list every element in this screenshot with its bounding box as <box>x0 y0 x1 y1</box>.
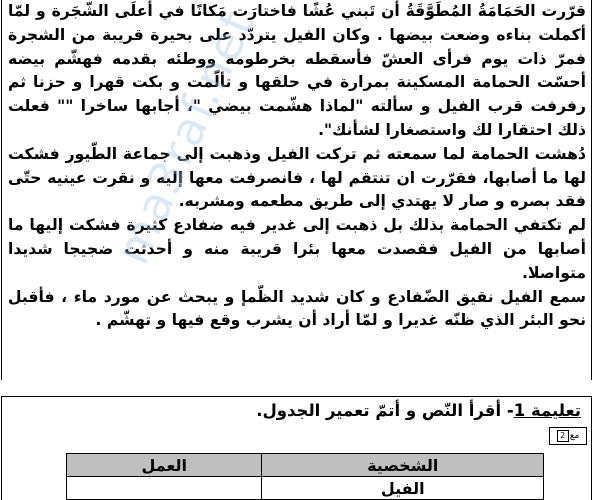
story-paragraph: سمع الفيل نقيق الضّفادع و كان شديد الظّمإ و يبحث عن مورد ماء ، فأقبل نحو البئر الذي ظنّه غديرا و لمّا أراد أن يشرب وقع فيها و تهشّم . <box>8 287 586 330</box>
header-action: العمل <box>67 454 262 477</box>
grade-criterion <box>549 427 587 445</box>
task-label: تعليمة 1 <box>513 401 581 420</box>
table-header-row <box>67 454 544 477</box>
grade-value: 2 <box>560 430 566 440</box>
table-row <box>67 477 544 500</box>
cell-action[interactable] <box>67 477 262 500</box>
cell-character: الفيل <box>262 477 544 500</box>
task-section <box>1 396 592 500</box>
story-text <box>8 0 586 333</box>
watermark: ma3raf.net <box>105 1 266 272</box>
grade-label: مع <box>569 431 580 441</box>
story-paragraph: دُهشت الحمامة لما سمعته ثم تركت الفيل وذهبت إلى جماعة الطّيور فشكت لها ما أصابها، فقرّرت ان تنتقم لها ، فانصرفت معها إليه و نقرت عينيه حتّى فقد بصره و صار لا يهتدي إلى طريق مطعمه ومشربه. <box>8 144 586 211</box>
task-text: - أقرأ النّص و أتمّ تعمير الجدول. <box>256 401 514 420</box>
grade-box <box>557 430 569 442</box>
header-character: الشخصية <box>262 454 544 477</box>
answer-table <box>66 453 544 500</box>
story-paragraph: لم تكتفي الحمامة بذلك بل ذهبت إلى غدير فيه ضفادع كثيرة فشكت إليها ما أصابها من الفيل فقصدت معها بئرا قريبة منه و أحدثت ضجيجا شديدا متواصلا. <box>8 216 586 282</box>
task-instruction <box>256 401 581 420</box>
story-paragraph: قرّرت الحَمَامَةُ المُطَوَّقَةُ أن تَبني عُشًا فاختارَت مَكانًا في أعلَى الشّجَرة و لمّا أكملت بناءه وضعت بيضها . وكان الفيل يتردّد على بحيرة قريبة من الشجرة فمرّ ذات يوم فرأى العشّ فأسقطه بخرطومه ووطئه بقدمه فهشّم بيضه أحسّت الحمامة المسكينة بمرارة في حلقها و تألّمت و بكت قهرا و حزنا ثم رفرفت قرب الفيل و سألته "لماذا هشّمت بيضي "، أجابها ساخرا "" فعلت ذلك احتقارا لك واستصغارا لشأنك". <box>8 2 586 139</box>
